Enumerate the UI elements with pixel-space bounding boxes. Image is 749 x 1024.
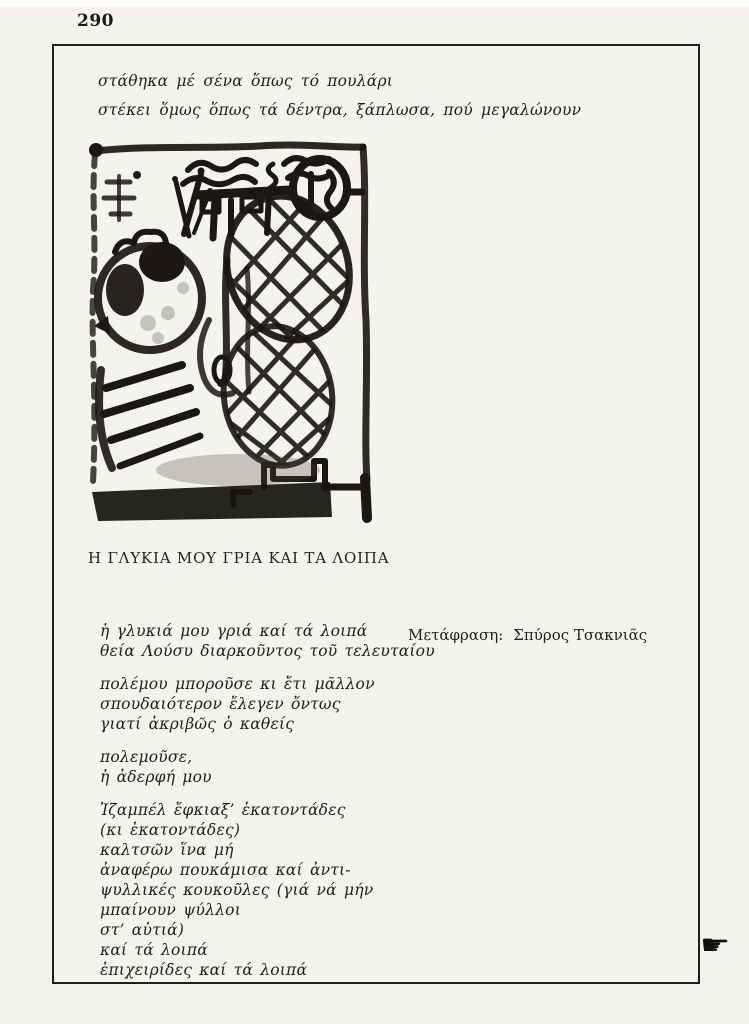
translation-credit: [408, 626, 647, 644]
poem-line: ἡ ἀδερφή μου: [100, 768, 212, 786]
epigraph-line: στάθηκα μέ σένα ὅπως τό πουλάρι: [98, 72, 394, 90]
poem-line: ἡ γλυκιά μου γριά καί τά λοιπά: [100, 622, 368, 640]
poem-line: μπαίνουν ψύλλοι: [100, 901, 241, 919]
poem-title: Η ΓΛΥΚΙΑ ΜΟΥ ΓΡΙΑ ΚΑΙ ΤΑ ΛΟΙΠΑ: [88, 549, 390, 567]
poem-line: ψυλλικές κουκοῦλες (γιά νά μήν: [100, 881, 374, 899]
poem-body: [100, 621, 435, 993]
epigraph-line: στέκει ὅμως ὅπως τά δέντρα, ξάπλωσα, πού μεγαλώνουν: [98, 101, 582, 119]
stanza: [100, 621, 435, 661]
poem-line: θεία Λούσυ διαρκοῦντος τοῦ τελευταίου: [100, 642, 435, 660]
stanza: [100, 674, 435, 734]
poem-line: καί τά λοιπά: [100, 941, 208, 959]
poem-line: πολέμου μποροῦσε κι ἔτι μᾶλλον: [100, 675, 375, 693]
page-number: 290: [77, 11, 114, 31]
poem-line: ἐπιχειρίδες καί τά λοιπά: [100, 961, 308, 979]
poem-line: στ’ αὐτιά): [100, 921, 185, 939]
translator-name: Σπύρος Τσακνιᾶς: [513, 626, 648, 644]
poem-line: (κι ἑκατοντάδες): [100, 821, 241, 839]
manicule-icon: ☛: [700, 930, 731, 961]
poem-line: πολεμοῦσε,: [100, 748, 193, 766]
epigraph: [98, 72, 581, 119]
stanza: [100, 747, 435, 787]
poem-line: σπουδαιότερον ἔλεγεν ὄντως: [100, 695, 341, 713]
poem-line: Ἰζαμπέλ ἔφκιαξ’ ἑκατοντάδες: [100, 801, 346, 819]
poem-illustration: [88, 138, 372, 524]
poem-line: ἀναφέρω πουκάμισα καί ἀντι-: [100, 861, 351, 879]
scan-edge: [0, 0, 749, 7]
stanza: [100, 800, 435, 980]
poem-line: καλτσῶν ἵνα μή: [100, 841, 234, 859]
ink-drawing: [88, 138, 372, 524]
translation-label: Μετάφραση:: [408, 626, 504, 644]
poem-line: γιατί ἀκριβῶς ὁ καθείς: [100, 715, 295, 733]
